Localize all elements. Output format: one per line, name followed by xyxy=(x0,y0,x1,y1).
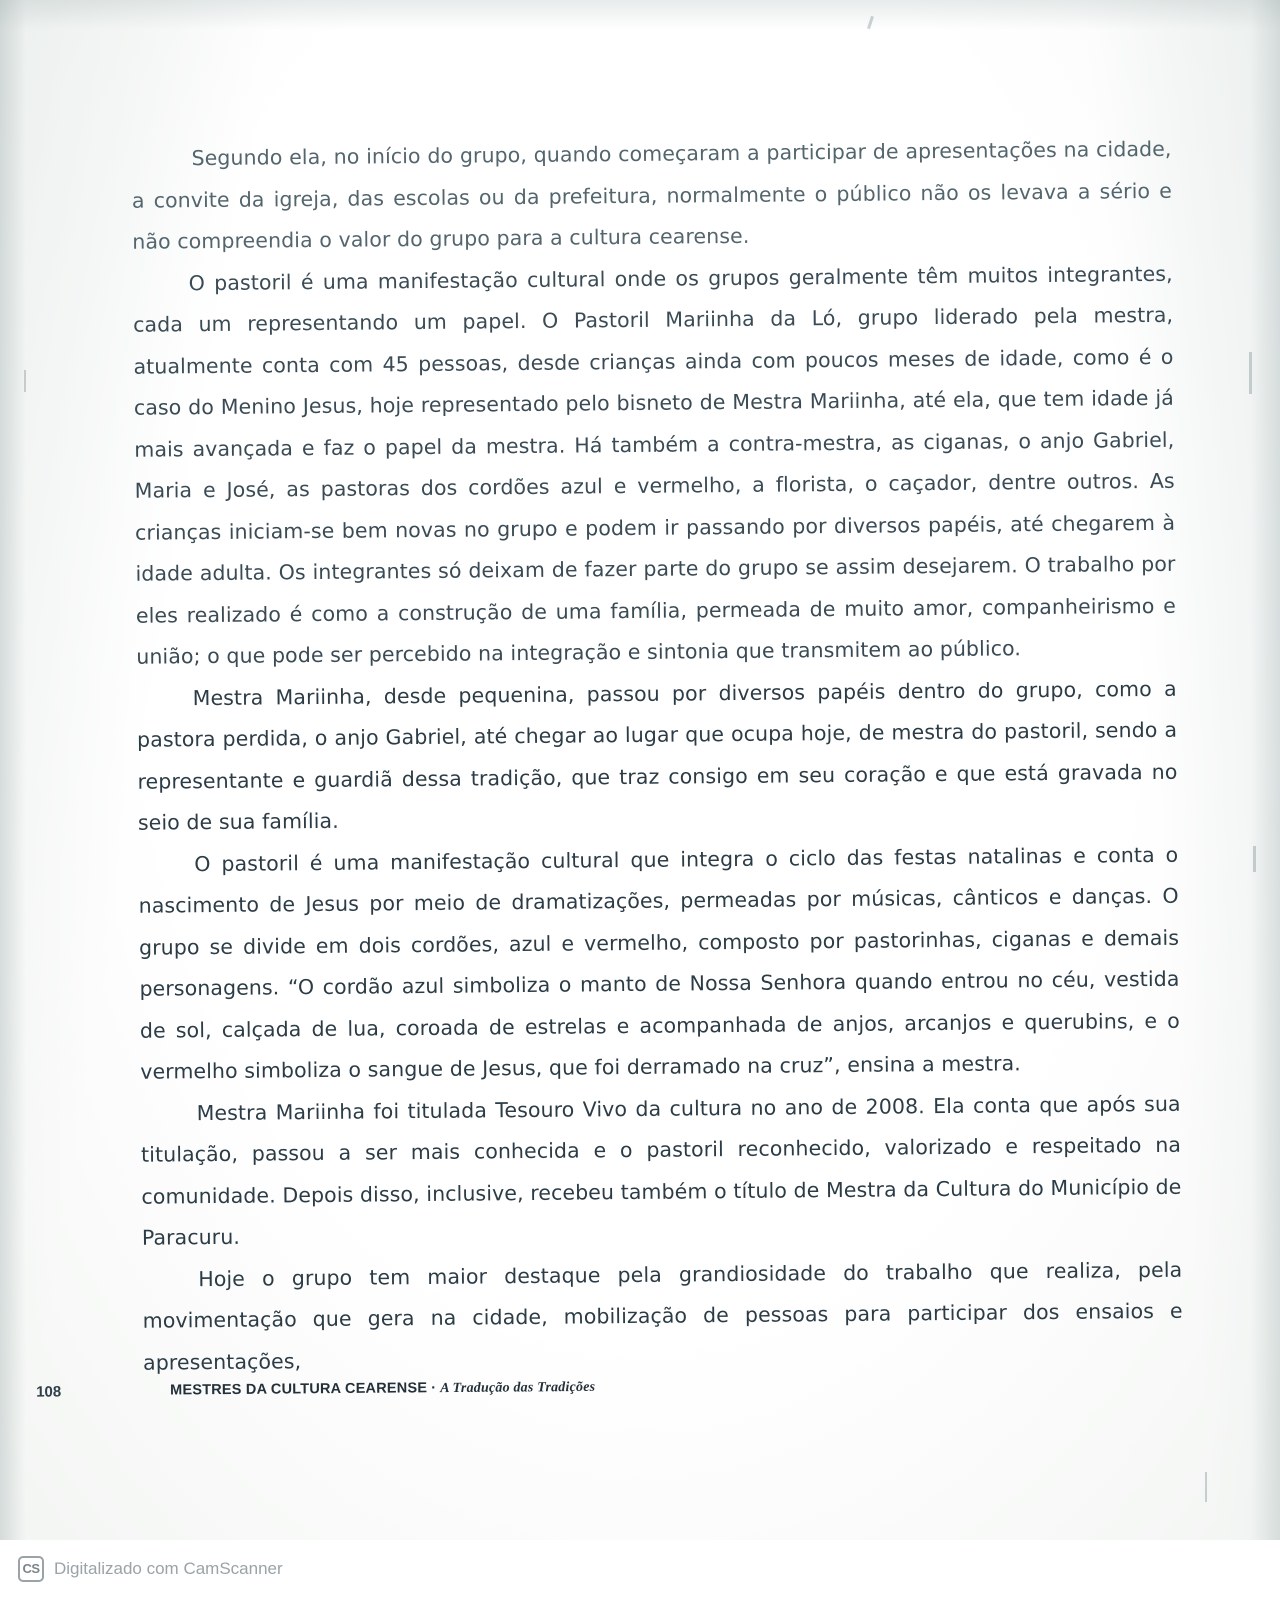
scan-edge-shadow-left xyxy=(0,0,26,1540)
page-edge-mark xyxy=(1205,1472,1207,1502)
paragraph: Mestra Mariinha, desde pequenina, passou por diversos papéis dentro do grupo, como a pastora perdida, o anjo Gabriel, até chegar ao lugar que ocupa hoje, de mestra do pastoril, sendo a representante e guardiã dessa tradição, que traz consigo em seu coração e que está gravada no seio de sua família. xyxy=(136,676,1178,835)
paragraph: O pastoril é uma manifestação cultural onde os grupos geralmente têm muitos integrantes, cada um representando um papel. O Pastoril Mariinha da Ló, grupo liderado pela mestra, atualmente conta com 45 pessoas, desde crianças ainda com poucos meses de idade, como é o caso do Menino Jesus, hoje representado pelo bisneto de Mestra Mariinha, até ela, que tem idade já mais avançada e faz o papel da mestra. Há também a contra-mestra, as ciganas, o anjo Gabriel, Maria e José, as pastoras dos cordões azul e vermelho, a florista, o caçador, dentre outros. As crianças iniciam-se bem novas no grupo e podem ir passando por diversos papéis, até chegarem à idade adulta. Os integrantes só deixam de fazer parte do grupo se assim desejarem. O trabalho por eles realizado é como a construção de uma família, permeada de muito amor, companheirismo e união; o que pode ser percebido na integração e sintonia que transmitem ao público. xyxy=(133,261,1176,669)
paragraph: Mestra Mariinha foi titulada Tesouro Vivo da cultura no ano de 2008. Ela conta que após sua titulação, passou a ser mais conhecida e o pastoril reconhecido, valorizado e respeitado na comunidade. Depois disso, inclusive, recebeu também o título de Mestra da Cultura do Município de Paracuru. xyxy=(140,1091,1182,1250)
camscanner-label: Digitalizado com CamScanner xyxy=(54,1558,283,1578)
footer-subtitle-text: A Tradução das Tradições xyxy=(440,1379,596,1397)
body-text xyxy=(131,129,1183,1384)
camscanner-watermark xyxy=(0,1540,1280,1597)
paragraph: Hoje o grupo tem maior destaque pela grandiosidade do trabalho que realiza, pela movimentação que gera na cidade, mobilização de pessoas para participar dos ensaios e apresentações, xyxy=(142,1257,1183,1375)
page-edge-mark xyxy=(1253,846,1256,872)
footer-title-text: MESTRES DA CULTURA CEARENSE xyxy=(170,1380,428,1399)
camscanner-logo-icon: CS xyxy=(18,1556,44,1582)
page-number: 108 xyxy=(36,1383,62,1401)
scan-edge-shadow-top xyxy=(0,0,1280,30)
footer-separator: · xyxy=(431,1380,437,1397)
footer-book-title xyxy=(170,1379,595,1400)
paragraph: Segundo ela, no início do grupo, quando começaram a participar de apresentações na cidade, a convite da igreja, das escolas ou da prefeitura, normalmente o público não os levava a sério e não compreendia o valor do grupo para a cultura cearense. xyxy=(131,136,1172,254)
scan-edge-shadow-right xyxy=(1250,0,1280,1540)
page-edge-mark xyxy=(24,370,26,392)
paragraph: O pastoril é uma manifestação cultural que integra o ciclo das festas natalinas e conta o nascimento de Jesus por meio de dramatizações, permeadas por músicas, cânticos e danças. O grupo se divide em dois cordões, azul e vermelho, composto por pastorinhas, ciganas e demais personagens. “O cordão azul simboliza o manto de Nossa Senhora quando entrou no céu, vestida de sol, calçada de lua, coroada de estrelas e acompanhada de anjos, arcanjos e querubins, e o vermelho simboliza o sangue de Jesus, que foi derramado na cruz”, ensina a mestra. xyxy=(138,842,1180,1084)
page-edge-mark xyxy=(1249,352,1252,394)
